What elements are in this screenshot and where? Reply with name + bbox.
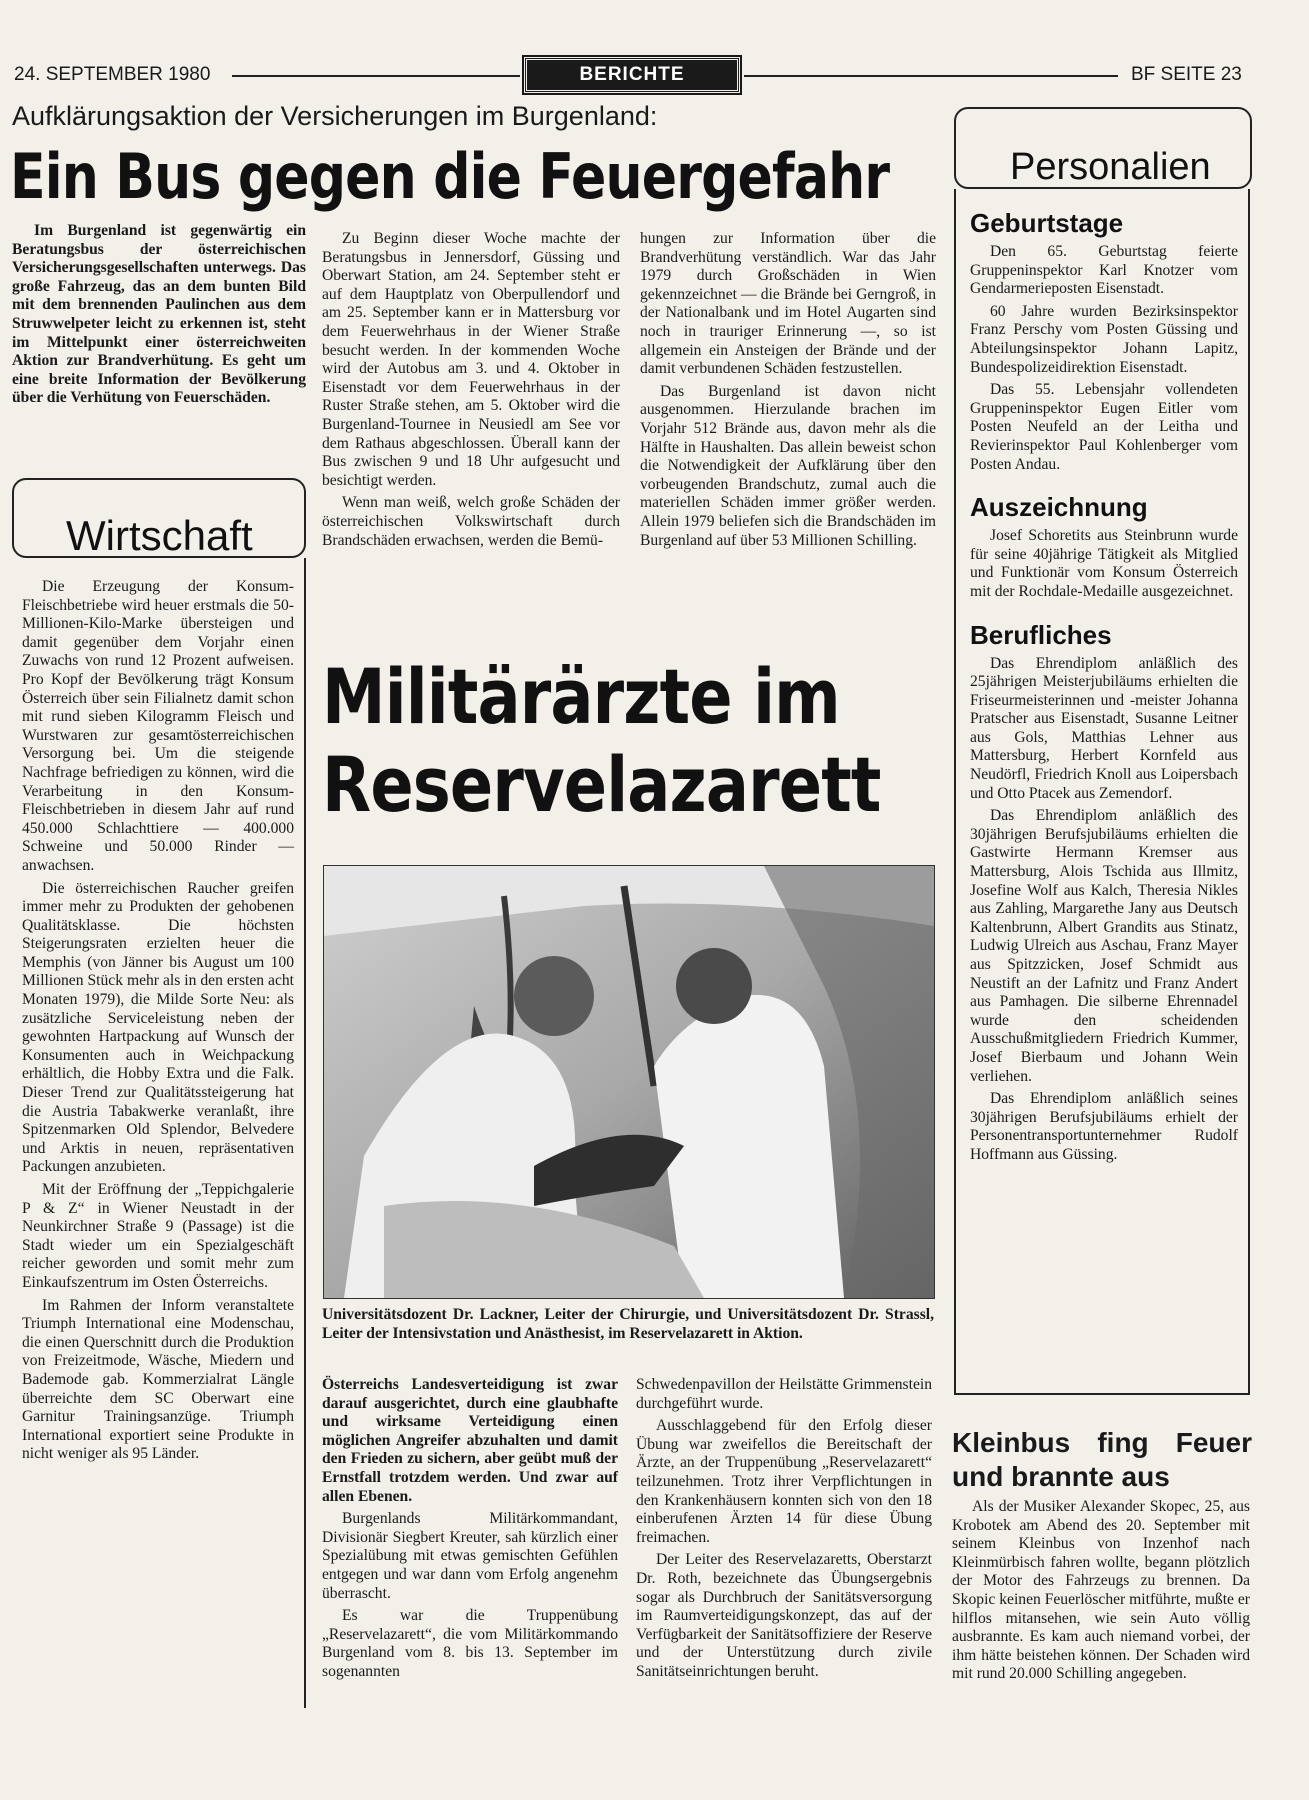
wirtschaft-paragraph: Im Rahmen der Inform veranstaltete Triumph International eine Modenschau, die einen Querschnitt durch die Produktion von Freizeitmode, Wäsche, Miedern und Bademode gab. Kommerzialrat Längle überreichte dem SC Oberwart eine Garnitur Trainingsanzüge. Triumph International exportiert seine Produkte in nicht weniger als 95 Länder. [22, 1296, 294, 1463]
photo-caption [322, 1306, 934, 1347]
article-headline: Ein Bus gegen die Feuergefahr [10, 140, 890, 213]
wirtschaft-paragraph: Die österreichischen Raucher greifen immer mehr zu Produkten der gehobenen Qualitätsklasse. Die höchsten Steigerungsraten erzielten heuer die Memphis (von Jänner bis August um 100 Millionen Stück mehr als in den ersten acht Monaten 1979), die Milde Sorte Neu: als zusätzliche Serviceleistung neben der gewohnten Hartpackung auf Wunsch der Konsumenten auch in Weichpackung erhältlich, die Hobby Extra und die Falk. Dieser Trend zur Qualitätssteigerung hat die Austria Tabakwerke veranlaßt, ihre Spitzenmarken Old Splendor, Belvedere und Arktis in neuen, repräsentativen Packungen anzubieten. [22, 879, 294, 1176]
military-column-2 [636, 1376, 932, 1686]
personalien-paragraph: Josef Schoretits aus Steinbrunn wurde für seine 40jährige Tätigkeit als Mitglied und Funktionär vom Konsum Österreich mit der Rochdale-Medaille ausgezeichnet. [970, 527, 1238, 600]
body-paragraph: Das Burgenland ist davon nicht ausgenommen. Hierzulande brachen im Vorjahr 512 Brände aus, davon mehr als die Hälfte in Haushalten. Das allein beweist schon die Notwendigkeit der Aufklärung über den vorbeugenden Brandschutz, zumal auch die materiellen Schäden immer größer werden. Allein 1979 beliefen sich die Brandschäden im Burgenland auf über 53 Millionen Schilling. [640, 382, 936, 549]
personalien-paragraph: Das 55. Lebensjahr vollendeten Gruppeninspektor Eugen Eitler vom Posten Neufeld an der Leitha und Revierinspektor Paul Kohlenberger vom Posten Andau. [970, 381, 1238, 473]
military-paragraph: Es war die Truppenübung „Reservelazarett“, die vom Militärkommando Burgenland vom 8. bis 13. September im sogenannten [322, 1607, 618, 1680]
military-headline-line2: Reservelazarett [322, 740, 881, 829]
header-rule-left [232, 75, 520, 77]
auszeichnung-heading: Auszeichnung [970, 492, 1148, 523]
personalien-paragraph: Das Ehrendiplom anläßlich des 25jährigen Meisterjubiläums erhielten die Friseurmeisterinnen und -meister Johanna Pratscher aus Eisenstadt, Susanne Leitner aus Gols, Matthias Lehner aus Mattersburg, Herbert Kornfeld aus Neudörfl, Friedrich Knoll aus Loipersbach und Otto Ptacek aus Zemendorf. [970, 654, 1238, 802]
kleinbus-paragraph: Als der Musiker Alexander Skopec, 25, aus Krobotek am Abend des 20. September mit seinem Kleinbus von Inzenhof nach Kleinmürbisch fahren wollte, begann plötzlich der Motor des Fahrzeugs zu brennen. Da Skopic keinen Feuerlöscher mitführte, mußte er hilflos mitansehen, wie sein Auto völlig ausbrannte. Es kam auch niemand vorbei, der ihm hätte beistehen können. Der Schaden wird mit rund 20.000 Schilling angegeben. [952, 1498, 1250, 1683]
military-paragraph: Österreichs Landesverteidigung ist zwar darauf ausgerichtet, durch eine glaubhafte und wirksame Verteidigung einen möglichen Angreifer abzuhalten und damit den Frieden zu sichern, aber geübt muß der Ernstfall trotzdem werden. Und zwar auf allen Ebenen. [322, 1376, 618, 1505]
military-headline-line1: Militärärzte im [322, 652, 840, 741]
photo-caption-text: Universitätsdozent Dr. Lackner, Leiter der Chirurgie, und Universitätsdozent Dr. Strassl, Leiter der Intensivstation und Anästhesist, im Reservelazarett in Aktion. [322, 1306, 934, 1342]
main-column-3 [640, 230, 936, 554]
geburtstage-heading: Geburtstage [970, 208, 1124, 238]
wirtschaft-paragraph: Die Erzeugung der Konsum-Fleischbetriebe wird heuer erstmals die 50-Millionen-Kilo-Marke übersteigen und damit gegenüber dem Vorjahr einen Zuwachs von rund 12 Prozent aufweisen. Pro Kopf der Bevölkerung trägt Konsum Österreich über sein Filialnetz damit schon mit rund sieben Kilogramm Fleisch und Wurstwaren zur gesamtösterreichischen Versorgung bei. Um die steigende Nachfrage befriedigen zu können, wird die Verarbeitung in den Konsum-Fleischbetrieben in diesem Jahr auf rund 450.000 Schlachttiere — 400.000 Schweine und 50.000 Rinder — anwachsen. [22, 578, 294, 874]
article-kicker: Aufklärungsaktion der Versicherungen im Burgenland: [12, 101, 658, 131]
lead-column [12, 222, 306, 412]
military-paragraph: Ausschlaggebend für den Erfolg dieser Übung war zweifellos die Bereitschaft der Ärzte, an der Truppenübung „Reservelazarett“ teilzunehmen. Trotz ihrer Verpflichtungen in den Krankenhäusern konnten sich von den 18 einberufenen Ärzten 14 für diese Übung freimachen. [636, 1417, 932, 1546]
body-paragraph: Wenn man weiß, welch große Schäden der österreichischen Volkswirtschaft durch Brandschäden erwachsen, werden die Bemü- [322, 494, 620, 549]
wirtschaft-side-rule [304, 558, 306, 1708]
body-paragraph: hungen zur Information über die Brandverhütung verständlich. War das Jahr 1979 durch Großschäden in Wien gekennzeichnet — die Brände bei Gerngroß, in der Nationalbank und im Hotel Augarten sind noch in trauriger Erinnerung —, so ist allgemein ein Ansteigen der Brände und der damit verbundenen Schäden festzustellen. [640, 230, 936, 378]
main-column-2 [322, 230, 620, 554]
issue-date: 24. SEPTEMBER 1980 [14, 64, 211, 85]
berufliches-heading: Berufliches [970, 619, 1112, 650]
wirtschaft-title: Wirtschaft [66, 512, 253, 559]
kleinbus-column [952, 1498, 1250, 1688]
personalien-title: Personalien [1010, 146, 1211, 188]
military-column-1 [322, 1376, 618, 1686]
wirtschaft-column [22, 578, 294, 1468]
military-paragraph: Burgenlands Militärkommandant, Divisionär Siegbert Kreuter, sah kürzlich einer Spezialübung mit etwas gemischten Gefühlen entgegen und war dann vom Erfolg angenehm überrascht. [322, 1510, 618, 1602]
personalien-paragraph: Den 65. Geburtstag feierte Gruppeninspektor Karl Knotzer vom Gendarmerieposten Eisenstadt. [970, 243, 1238, 298]
lead-paragraph: Im Burgenland ist gegenwärtig ein Beratungsbus der österreichischen Versicherungsgesellschaften unterwegs. Das große Fahrzeug, das an dem bunten Bild mit dem brennenden Paulinchen aus dem Struwwelpeter leicht zu erkennen ist, steht im Mittelpunkt einer österreichweiten Aktion zur Brandverhütung. Es geht um eine breite Information der Bevölkerung über die Verhütung von Feuerschäden. [12, 222, 306, 407]
personalien-paragraph: 60 Jahre wurden Bezirksinspektor Franz Perschy vom Posten Güssing und Abteilungsinspektor Johann Lapitz, Bundespolizeidirektion Eisenstadt. [970, 302, 1238, 376]
news-photo [323, 865, 935, 1299]
section-label: BERICHTE [524, 57, 740, 93]
kleinbus-headline: Kleinbus fing Feuer und brannte aus [952, 1427, 1252, 1492]
military-paragraph: Der Leiter des Reservelazaretts, Oberstarzt Dr. Roth, bezeichnete das Übungsergebnis sogar als Durchbruch der Sanitätsversorgung im Raumverteidigungskonzept, das auf der Verfügbarkeit der Sanitätsoffiziere der Reserve und der Unterstützung durch zivile Sanitätseinrichtungen beruht. [636, 1551, 932, 1680]
personalien-paragraph: Das Ehrendiplom anläßlich seines 30jährigen Berufsjubiläums erhielt der Personentransportunternehmer Rudolf Hoffmann aus Güssing. [970, 1090, 1238, 1163]
personalien-paragraph: Das Ehrendiplom anläßlich des 30jährigen Berufsjubiläums erhielten die Gastwirte Hermann Kremser aus Mattersburg, Alois Tschida aus Illmitz, Josefine Wolf aus Kalch, Theresia Nikles aus Zahling, Margarethe Jany aus Deutsch Kaltenbrunn, Albert Grandits aus Stinatz, Ludwig Ulreich aus Aschau, Franz Mayer aus Spitzzicken, Josef Schmidt aus Neustift an der Lafnitz und Franz Andert aus Pamhagen. Die silberne Ehrennadel wurde den scheidenden Ausschußmitgliedern Friedrich Kummer, Josef Bierbaum und Johann Wein verliehen. [970, 807, 1238, 1085]
wirtschaft-header-box [12, 478, 306, 558]
news-photo-image [324, 866, 934, 1298]
military-paragraph: Schwedenpavillon der Heilstätte Grimmenstein durchgeführt wurde. [636, 1376, 932, 1412]
page-number: BF SEITE 23 [1131, 64, 1242, 85]
personalien-column [970, 208, 1238, 1169]
header-rule-right [744, 75, 1118, 77]
body-paragraph: Zu Beginn dieser Woche machte der Beratungsbus in Jennersdorf, Güssing und Oberwart Station, am 24. September steht er auf dem Hauptplatz von Oberpullendorf und am 25. September kann er in Mattersburg vor dem Feuerwehrhaus in der Wiener Straße besucht werden. In der kommenden Woche wird der Autobus am 3. und 4. Oktober in Eisenstadt vor dem Feuerwehrhaus in der Ruster Straße stehen, am 5. Oktober wird die Burgenland-Tournee in Neusiedl am See vor dem Rathaus abgeschlossen. Überall kann der Bus zwischen 9 und 18 Uhr aufgesucht und besichtigt werden. [322, 230, 620, 489]
personalien-header-box [954, 107, 1252, 189]
wirtschaft-paragraph: Mit der Eröffnung der „Teppichgalerie P & Z“ in Wiener Neustadt in der Neunkirchner Straße 9 (Passage) ist die Stadt wieder um ein Spezialgeschäft reicher geworden und somit mehr zum Einkaufszentrum im Osten Österreichs. [22, 1181, 294, 1291]
